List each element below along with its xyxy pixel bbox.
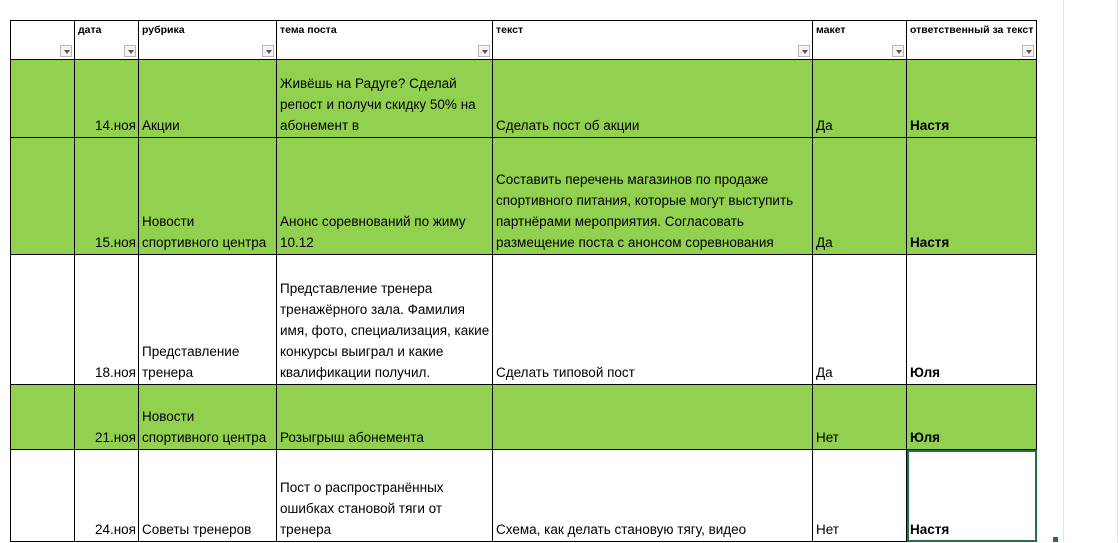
cell-layout[interactable]: Да — [813, 138, 907, 255]
table-row — [11, 450, 1037, 542]
cell-layout[interactable]: Да — [813, 60, 907, 138]
cell-layout[interactable]: Да — [813, 255, 907, 385]
header-cell-text[interactable]: текст — [493, 21, 813, 60]
cell-text[interactable] — [493, 385, 813, 450]
header-cell-topic[interactable]: тема поста — [277, 21, 493, 60]
cell-topic[interactable]: Розыгрыш абонемента — [277, 385, 493, 450]
cell-topic[interactable]: Представление тренера тренажёрного зала. Фамилия имя, фото, специализация, какие конкурсы выиграл и какие квалификации получил. — [277, 255, 493, 385]
cell-topic[interactable]: Анонс соревнований по жиму 10.12 — [277, 138, 493, 255]
cell-topic[interactable]: Живёшь на Радуге? Сделай репост и получи скидку 50% на абонемент в — [277, 60, 493, 138]
cell-rubric[interactable]: Новости спортивного центра — [139, 138, 277, 255]
header-cell-c1[interactable] — [11, 21, 75, 60]
cell-topic[interactable]: Пост о распространённых ошибках становой тяги от тренера — [277, 450, 493, 542]
cell-date[interactable]: 14.ноя — [75, 60, 139, 138]
table-row — [11, 255, 1037, 385]
filter-dropdown-icon[interactable] — [892, 45, 904, 57]
table-row — [11, 138, 1037, 255]
header-row — [11, 21, 1037, 60]
filter-dropdown-icon[interactable] — [798, 45, 810, 57]
cell-rubric[interactable]: Советы тренеров — [139, 450, 277, 542]
data-table — [10, 20, 1037, 542]
cell-rubric[interactable]: Новости спортивного центра — [139, 385, 277, 450]
cell-rubric[interactable]: Представление тренера — [139, 255, 277, 385]
cell-responsible[interactable]: Настя — [907, 138, 1037, 255]
cell-layout[interactable]: Нет — [813, 450, 907, 542]
header-cell-date[interactable]: дата — [75, 21, 139, 60]
gridline — [1117, 0, 1118, 542]
table-row — [11, 60, 1037, 138]
cell-text[interactable]: Сделать пост об акции — [493, 60, 813, 138]
table-row — [11, 385, 1037, 450]
gridline — [1063, 0, 1064, 542]
cell-empty[interactable] — [11, 255, 75, 385]
cell-date[interactable]: 15.ноя — [75, 138, 139, 255]
filter-dropdown-icon[interactable] — [60, 45, 72, 57]
cell-text[interactable]: Схема, как делать становую тягу, видео — [493, 450, 813, 542]
cell-empty[interactable] — [11, 385, 75, 450]
cell-empty[interactable] — [11, 450, 75, 542]
cell-layout[interactable]: Нет — [813, 385, 907, 450]
cell-date[interactable]: 24.ноя — [75, 450, 139, 542]
cell-date[interactable]: 18.ноя — [75, 255, 139, 385]
cell-empty[interactable] — [11, 60, 75, 138]
cell-rubric[interactable]: Акции — [139, 60, 277, 138]
filter-dropdown-icon[interactable] — [262, 45, 274, 57]
filter-dropdown-icon[interactable] — [478, 45, 490, 57]
header-cell-rubric[interactable]: рубрика — [139, 21, 277, 60]
cell-date[interactable]: 21.ноя — [75, 385, 139, 450]
filter-dropdown-icon[interactable] — [1022, 45, 1034, 57]
cell-responsible-selected[interactable]: Настя — [907, 450, 1037, 542]
cell-empty[interactable] — [11, 138, 75, 255]
cell-text[interactable]: Составить перечень магазинов по продаже спортивного питания, которые могут выступить партнёрами мероприятия. Согласовать размещение поста с анонсом соревнования — [493, 138, 813, 255]
header-cell-layout[interactable]: макет — [813, 21, 907, 60]
filter-dropdown-icon[interactable] — [124, 45, 136, 57]
cell-responsible[interactable]: Юля — [907, 385, 1037, 450]
cell-text[interactable]: Сделать типовой пост — [493, 255, 813, 385]
cell-responsible[interactable]: Юля — [907, 255, 1037, 385]
cell-responsible[interactable]: Настя — [907, 60, 1037, 138]
header-cell-responsible[interactable]: ответственный за текст — [907, 21, 1037, 60]
